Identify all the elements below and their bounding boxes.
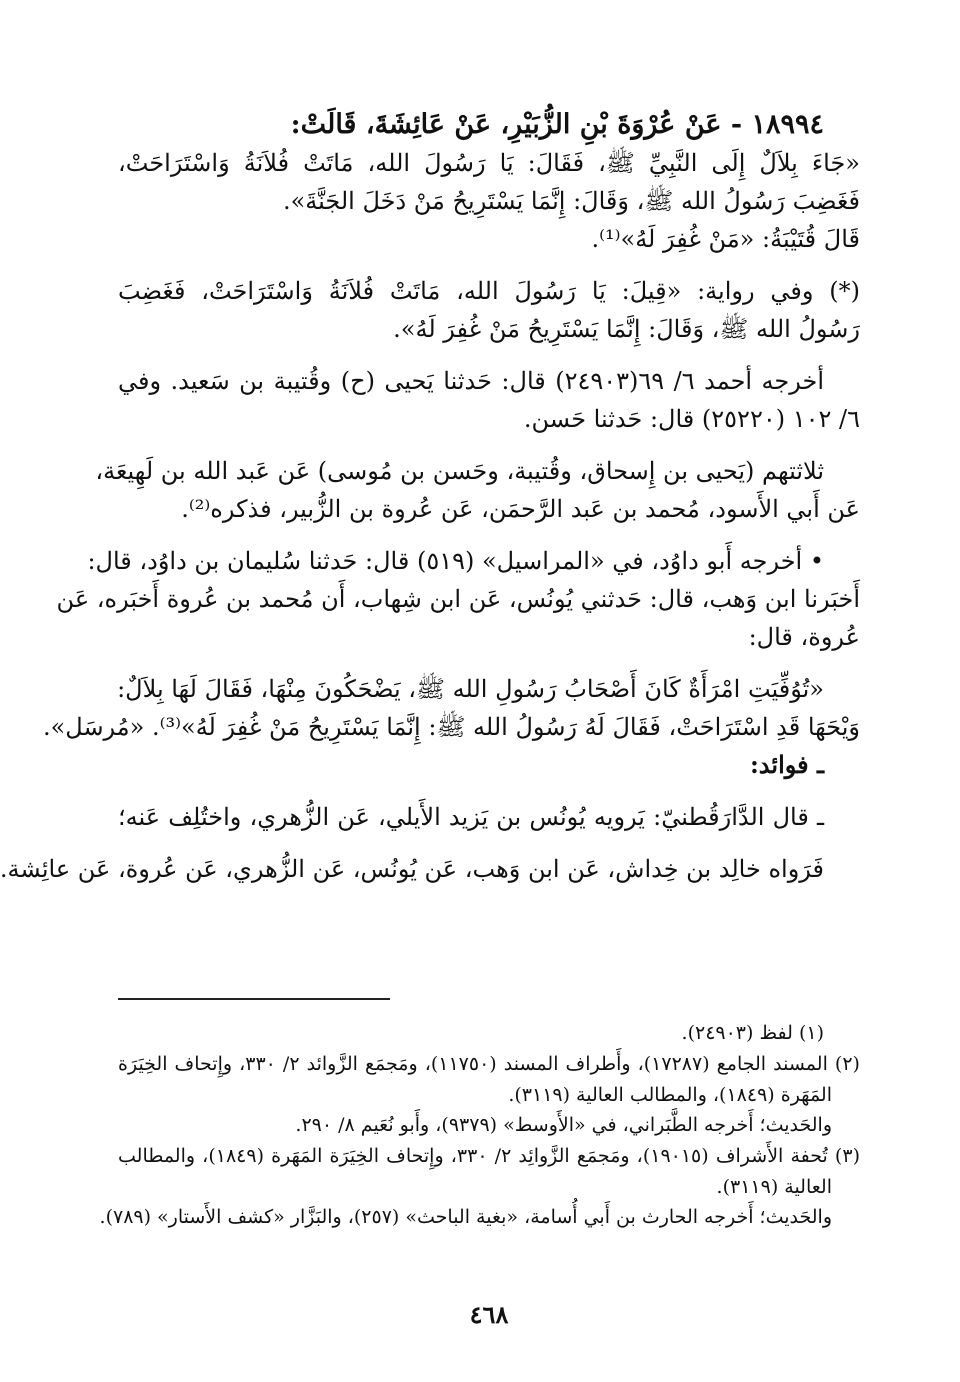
riwaya-line-2: رَسُولُ الله ﷺ، وَقَالَ: إِنَّمَا يَسْتَرِيحُ مَنْ غُفِرَ لَهُ». <box>393 315 860 343</box>
matn-line-3: قَالَ قُتَيْبَةُ: «مَنْ غُفِرَ لَهُ»⁽¹⁾. <box>591 225 860 253</box>
mursal-line-3: عُروة، قال: <box>748 623 860 651</box>
fawaid-line-2: فَرَواه خالِد بن خِداش، عَن ابن وَهب، عَن يُونُس، عَن الزُّهري، عَن عُروة، عَن عائِشة. <box>0 855 824 883</box>
page-number: ٤٦٨ <box>469 1300 509 1329</box>
takhrij-1-line-1: أخرجه أحمد ٦/ ٦٩(٢٤٩٠٣) قال: حَدثنا يَحيى (ح) وقُتيبة بن سَعيد. وفي <box>118 367 825 395</box>
fawaid-heading: ـ فوائد: <box>749 750 824 779</box>
footnote-divider <box>118 998 390 1000</box>
mursal-matn-line-2: وَيْحَهَا قَدِ اسْتَرَاحَتْ، فَقَالَ لَهُ رَسُولُ الله ﷺ: إِنَّمَا يَسْتَرِيحُ مَنْ غُفِرَ لَهُ»⁽³⁾. «مُرسَل». <box>42 713 860 741</box>
footnote-2-line-1: (٢) المسند الجامع (١٧٢٨٧)، وأَطراف المسند (١١٧٥٠)، ومَجمَع الزَّوائد ٢/ ٣٣٠، وإِتحاف الخِيَرَة <box>118 1053 860 1075</box>
fawaid-line-1: ـ قال الدَّارَقُطنيّ: يَرويه يُونُس بن يَزيد الأَيلي، عَن الزُّهري، واختُلِف عَنه؛ <box>118 803 825 831</box>
matn-line-1: «جَاءَ بِلاَلٌ إِلَى النَّبِيِّ ﷺ، فَقَالَ: يَا رَسُولَ الله، مَاتَتْ فُلاَنَةُ وَاسْتَرَاحَتْ، <box>118 149 860 177</box>
mursal-matn-line-1: «تُوُفِّيَتِ امْرَأَةٌ كَانَ أَصْحَابُ رَسُولِ الله ﷺ، يَضْحَكُونَ مِنْهَا، فَقَالَ لَهَا بِلاَلٌ: <box>117 675 824 703</box>
takhrij-1-line-2: ٦/ ١٠٢ (٢٥٢٢٠) قال: حَدثنا حَسن. <box>523 405 860 433</box>
footnote-3-line-2: العالية (٣١١٩). <box>716 1176 832 1198</box>
takhrij-2-line-1: ثلاثتهم (يَحيى بن إِسحاق، وقُتيبة، وحَسن بن مُوسى) عَن عَبد الله بن لَهِيعَة، <box>95 457 824 485</box>
hadith-heading: ١٨٩٩٤ - عَنْ عُرْوَةَ بْنِ الزُّبَيْرِ، عَنْ عَائِشَةَ، قَالَتْ: <box>290 109 824 140</box>
footnote-1: (١) لفظ (٢٤٩٠٣). <box>681 1022 824 1044</box>
page-body <box>0 108 860 892</box>
mursal-line-1: • أخرجه أَبو داوُد، في «المراسيل» (٥١٩) قال: حَدثنا سُليمان بن داوُد، قال: <box>87 547 824 575</box>
footnote-2-line-2: المَهَرة (١٨٤٩)، والمطالب العالية (٣١١٩). <box>508 1084 832 1106</box>
footnote-3-line-3: والحَديث؛ أَخرجه الحارث بن أَبي أُسامة، «بغية الباحث» (٢٥٧)، والبَزَّار «كشف الأَستار» (٧٨٩). <box>99 1206 832 1228</box>
footnotes <box>99 1022 860 1237</box>
matn-line-2: فَغَضِبَ رَسُولُ الله ﷺ، وَقَالَ: إِنَّمَا يَسْتَرِيحُ مَنْ دَخَلَ الجَنَّةَ». <box>282 187 860 215</box>
takhrij-2-line-2: عَن أَبي الأَسود، مُحمد بن عَبد الرَّحمَن، عَن عُروة بن الزُّبير، فذكره⁽²⁾. <box>181 495 860 523</box>
footnote-2-line-3: والحَديث؛ أَخرجه الطَّبَراني، في «الأَوسط» (٩٣٧٩)، وأَبو نُعَيم ٨/ ٢٩٠. <box>295 1114 832 1136</box>
riwaya-line-1: (*) وفي رواية: «قِيلَ: يَا رَسُولَ الله، مَاتَتْ فُلاَنَةُ وَاسْتَرَاحَتْ، فَغَضِبَ <box>118 277 860 305</box>
footnote-3-line-1: (٣) تُحفة الأَشراف (١٩٠١٥)، ومَجمَع الزَّوائِد ٢/ ٣٣٠، وإِتحاف الخِيَرَة المَهَرة (١٨٤٩)، والمطالب <box>118 1145 860 1167</box>
mursal-line-2: أَخبَرنا ابن وَهب، قال: حَدثني يُونُس، عَن ابن شِهاب، أَن مُحمد بن عُروة أَخبَره، عَن <box>56 585 860 613</box>
